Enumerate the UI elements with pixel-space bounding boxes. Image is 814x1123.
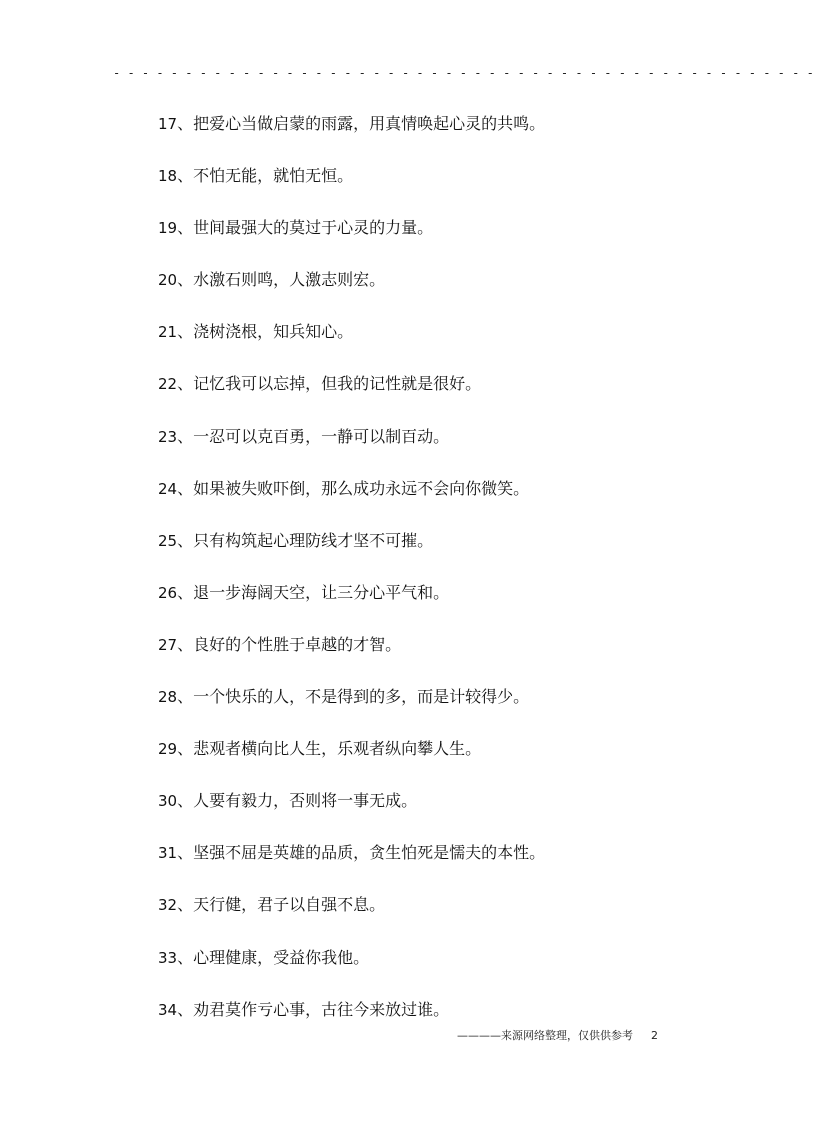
item-number: 23 (158, 427, 178, 446)
item-text: 、如果被失败吓倒，那么成功永远不会向你微笑。 (177, 478, 530, 498)
item-number: 25 (158, 531, 178, 550)
list-item (158, 474, 718, 526)
item-number: 21 (158, 323, 178, 342)
item-text: 、劝君莫作亏心事，古往今来放过谁。 (177, 999, 450, 1019)
item-number: 31 (158, 844, 178, 863)
list-item (158, 526, 718, 578)
item-text: 、悲观者横向比人生，乐观者纵向攀人生。 (177, 739, 482, 759)
item-text: 、人要有毅力，否则将一事无成。 (177, 791, 418, 811)
item-text: 、只有构筑起心理防线才坚不可摧。 (177, 530, 434, 550)
item-number: 20 (158, 271, 178, 290)
item-text: 、良好的个性胜于卓越的才智。 (177, 634, 402, 654)
item-number: 17 (158, 115, 178, 133)
list-item (158, 369, 718, 421)
page-footer (457, 1028, 658, 1044)
list-item (158, 838, 718, 890)
item-text: 、不怕无能，就怕无恒。 (177, 166, 354, 186)
page-number: 2 (651, 1029, 658, 1042)
item-text: 、一个快乐的人，不是得到的多，而是计较得少。 (177, 687, 530, 707)
list-item (158, 943, 718, 995)
list-item (158, 265, 718, 317)
item-text: 、把爱心当做启蒙的雨露，用真情唤起心灵的共鸣。 (177, 114, 546, 133)
item-text: 、世间最强大的莫过于心灵的力量。 (177, 218, 434, 238)
header-dashed-rule: - - - - - - - - - - - - - - - - - - - - - - - - - - - - - - - - - - - - - - - - - - - - - - - - - (113, 66, 814, 80)
item-text: 、坚强不屈是英雄的品质，贪生怕死是懦夫的本性。 (177, 843, 546, 863)
item-text: 、心理健康，受益你我他。 (177, 947, 370, 967)
item-number: 24 (158, 479, 178, 498)
list-item (158, 734, 718, 786)
item-text: 、浇树浇根，知兵知心。 (177, 322, 354, 342)
item-number: 32 (158, 896, 178, 915)
list-item (158, 682, 718, 734)
list-item (158, 422, 718, 474)
item-number: 34 (158, 1000, 178, 1019)
item-number: 26 (158, 583, 178, 602)
item-text: 、记忆我可以忘掉，但我的记性就是很好。 (177, 374, 482, 394)
footer-source-note: ————来源网络整理，仅供供参考 (457, 1029, 633, 1042)
list-item (158, 578, 718, 630)
item-text: 、一忍可以克百勇，一静可以制百动。 (177, 426, 450, 446)
list-item (158, 786, 718, 838)
item-number: 30 (158, 792, 178, 811)
list-item (158, 890, 718, 942)
item-number: 18 (158, 167, 178, 186)
quote-list (158, 109, 718, 1047)
item-text: 、退一步海阔天空，让三分心平气和。 (177, 582, 450, 602)
list-item (158, 213, 718, 265)
list-item (158, 109, 718, 161)
item-number: 33 (158, 948, 178, 967)
item-number: 22 (158, 375, 178, 394)
item-text: 、天行健，君子以自强不息。 (177, 895, 386, 915)
item-number: 19 (158, 219, 178, 238)
list-item (158, 630, 718, 682)
item-text: 、水激石则鸣，人激志则宏。 (177, 270, 386, 290)
item-number: 28 (158, 688, 178, 707)
item-number: 27 (158, 635, 178, 654)
list-item (158, 161, 718, 213)
list-item (158, 317, 718, 369)
item-number: 29 (158, 740, 178, 759)
